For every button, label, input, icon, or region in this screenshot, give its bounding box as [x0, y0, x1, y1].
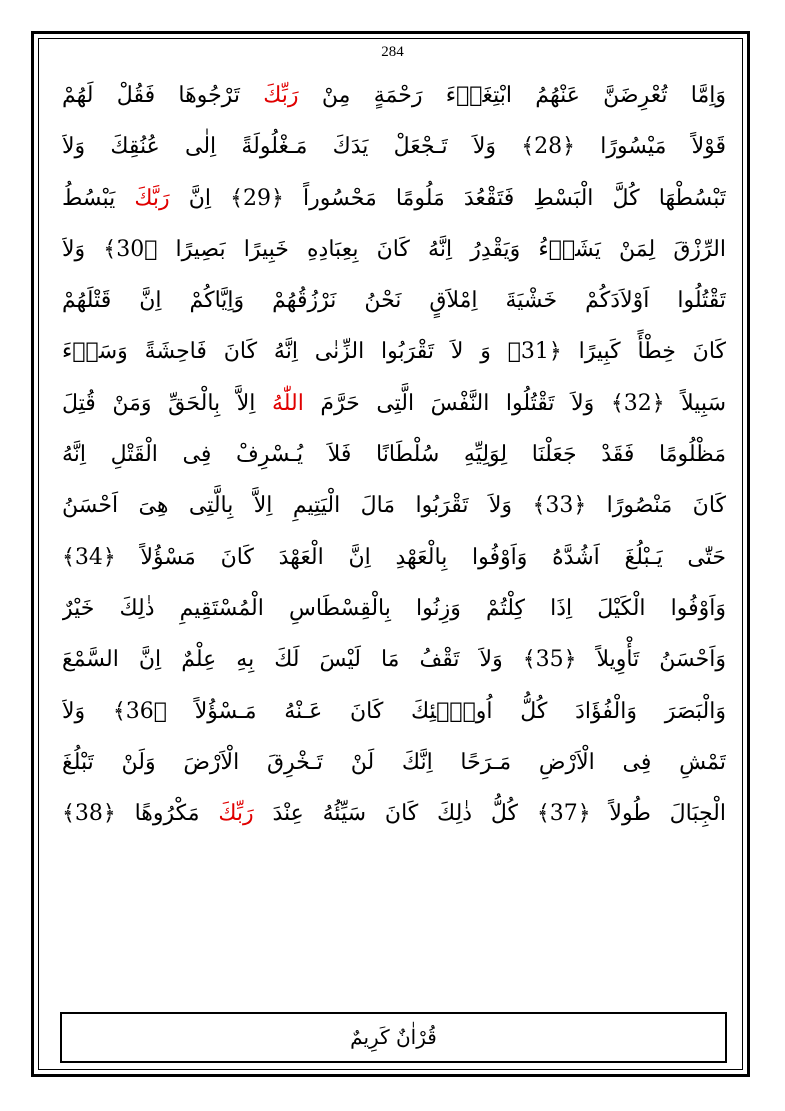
text-line	[62, 737, 726, 788]
verse-text: وَالْبَصَرَ وَالْفُؤَادَ كُلُّ اُولٰۤئِكَ كَانَ عَـنْهُ مَـسْؤُلاً ﴿36﴾ وَلاَ	[62, 698, 726, 724]
verse-text: يَبْسُطُ	[62, 185, 135, 211]
text-line	[62, 429, 726, 480]
divine-name-highlight: رَبَّكَ	[134, 185, 170, 211]
verse-text: وَاِمَّا تُعْرِضَنَّ عَنْهُمُ ابْتِغَاۤءَ رَحْمَةٍ مِنْ	[298, 83, 726, 108]
page-number: 284	[381, 44, 404, 60]
text-line	[62, 70, 726, 121]
text-line	[62, 480, 726, 531]
footer-box	[60, 1012, 727, 1063]
verse-text: وَاَوْفُوا الْكَيْلَ اِذَا كِلْتُمْ وَزِنُوا بِالْقِسْطَاسِ الْمُسْتَقِيمِ ذٰلِكَ خَيْرٌ	[62, 595, 726, 621]
verse-text: مَكْرُوهًا ﴿38﴾	[62, 801, 219, 827]
verse-text: سَبِيلاً ﴿32﴾ وَلاَ تَقْتُلُوا النَّفْسَ الَّتِى حَرَّمَ	[303, 390, 726, 416]
quran-text-block	[62, 70, 726, 839]
verse-text: تَمْشِ فِى الْاَرْضِ مَـرَحًا اِنَّكَ لَنْ تَـخْرِقَ الْاَرْضَ وَلَنْ تَبْلُغَ	[62, 749, 726, 775]
verse-text: حَتّٰى يَـبْلُغَ اَشُدَّهُ وَاَوْفُوا بِالْعَهْدِ اِنَّ الْعَهْدَ كَانَ مَسْؤُلاً ﴿34﴾	[62, 544, 726, 570]
divine-name-highlight: اللّٰهُ	[271, 390, 304, 416]
verse-text: تَبْسُطْهَا كُلَّ الْبَسْطِ فَتَقْعُدَ مَلُومًا مَحْسُوراً ﴿29﴾ اِنَّ	[169, 185, 726, 211]
text-line	[62, 532, 726, 583]
text-line	[62, 634, 726, 685]
text-line	[62, 686, 726, 737]
verse-text: تَقْتُلُوا اَوْلاَدَكُمْ خَشْيَةَ اِمْلاَقٍ نَحْنُ نَرْزُقُهُمْ وَاِيَّاكُمْ اِنَّ قَتْلَهُمْ	[62, 288, 726, 314]
text-line	[62, 788, 726, 839]
verse-text: تَرْجُوهَا فَقُلْ لَهُمْ	[62, 83, 264, 108]
text-line	[62, 275, 726, 326]
text-line	[62, 378, 726, 429]
verse-text: الْجِبَالَ طُولاً ﴿37﴾ كُلُّ ذٰلِكَ كَانَ سَيِّئُهُ عِنْدَ	[253, 801, 726, 827]
verse-text: كَانَ خِطْأً كَبِيرًا ﴿31﴾ وَ لاَ تَقْرَبُوا الزِّنٰى اِنَّهُ كَانَ فَاحِشَةً وَسَاۤءَ	[62, 339, 726, 365]
verse-text: وَاَحْسَنُ تَأْوِيلاً ﴿35﴾ وَلاَ تَقْفُ مَا لَيْسَ لَكَ بِهِ عِلْمٌ اِنَّ السَّمْعَ	[62, 647, 726, 673]
text-line	[62, 121, 726, 172]
divine-name-highlight: رَبِّكَ	[263, 83, 299, 108]
verse-text: كَانَ مَنْصُورًا ﴿33﴾ وَلاَ تَقْرَبُوا مَالَ الْيَتِيمِ اِلاَّ بِالَّتِى هِىَ اَحْسَنُ	[62, 493, 726, 519]
verse-text: قَوْلاً مَيْسُورًا ﴿28﴾ وَلاَ تَـجْعَلْ يَدَكَ مَـغْلُولَةً اِلٰى عُنُقِكَ وَلاَ	[62, 134, 726, 160]
text-line	[62, 326, 726, 377]
text-line	[62, 173, 726, 224]
footer-title: قُرْاٰنٌ كَرِيمٌ	[350, 1025, 437, 1049]
text-line	[62, 583, 726, 634]
verse-text: الرِّزْقَ لِمَنْ يَشَاۤءُ وَيَقْدِرُ اِنَّهُ كَانَ بِعِبَادِهِ خَبِيرًا بَصِيرًا ﴿30﴾ وَلاَ	[62, 236, 726, 262]
verse-text: مَظْلُومًا فَقَدْ جَعَلْنَا لِوَلِيِّهِ سُلْطَانًا فَلاَ يُـسْرِفْ فِى الْقَتْلِ اِنَّهُ	[62, 442, 726, 468]
text-line	[62, 224, 726, 275]
divine-name-highlight: رَبِّكَ	[218, 801, 254, 827]
verse-text: اِلاَّ بِالْحَقِّ وَمَنْ قُتِلَ	[62, 390, 272, 416]
